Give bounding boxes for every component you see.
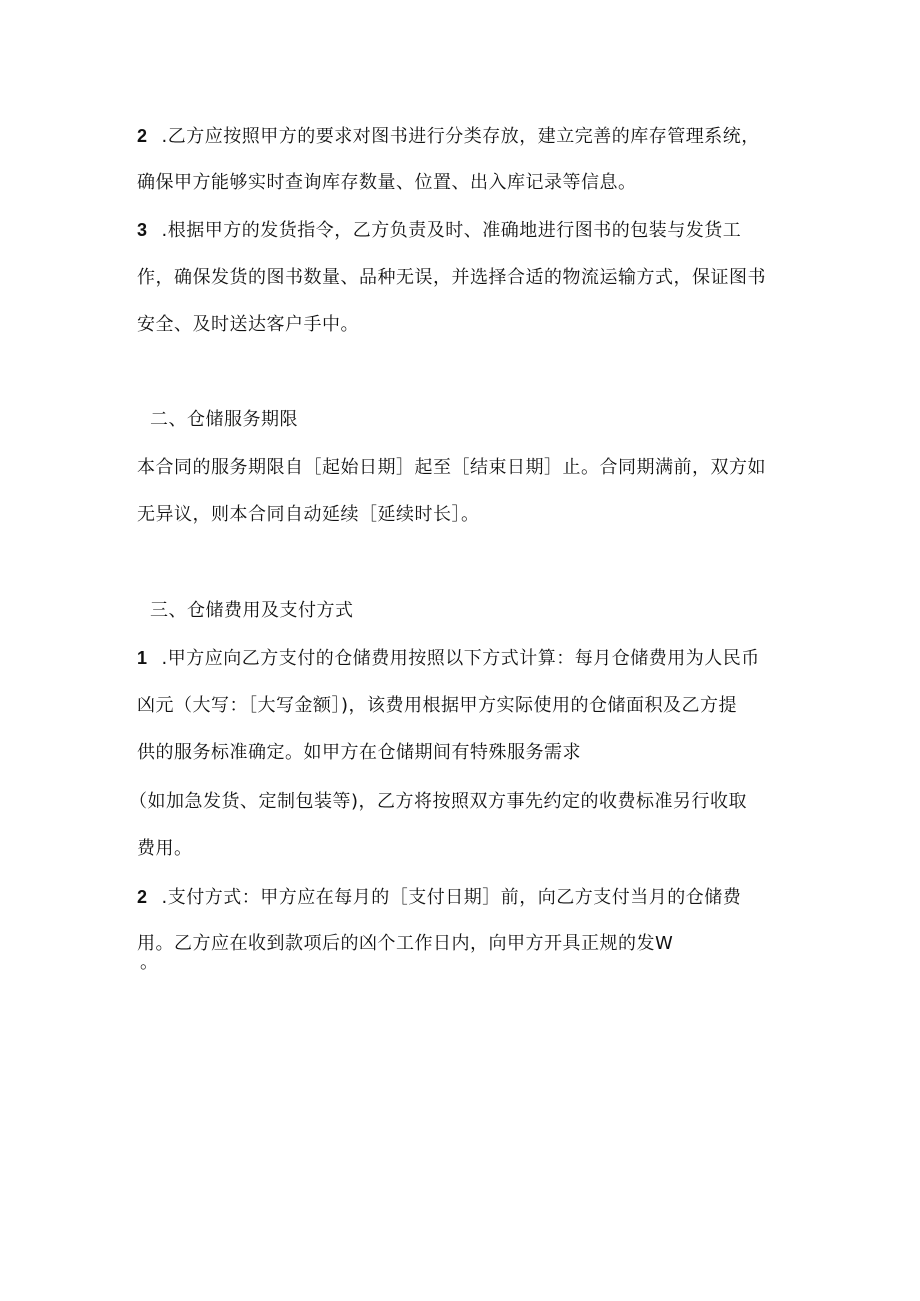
section2-line-2 — [137, 503, 480, 527]
s3-item1-text-5: 费用。 — [137, 838, 193, 859]
item3-number: 3 — [137, 220, 148, 240]
s3-item2-number: 2 — [137, 887, 148, 907]
item2-line-2 — [137, 171, 637, 195]
item3-text-2: 作，确保发货的图书数量、品种无误，并选择合适的物流运输方式，保证图书 — [137, 267, 766, 288]
s3-item1-line-2 — [137, 694, 737, 718]
s3-item1-text-2: 凶元（大写：［大写金额］)，该费用根据甲方实际使用的仓储面积及乙方提 — [137, 695, 738, 716]
s3-item1-text-4: （如加急发货、定制包装等)，乙方将按照双方事先约定的收费标准另行收取 — [129, 791, 748, 812]
section2-text-1: 本合同的服务期限自［起始日期］起至［结束日期］止。合同期满前，双方如 — [137, 457, 766, 478]
s3-item1-line-3 — [137, 741, 581, 765]
item2-text-2: 确保甲方能够实时查询库存数量、位置、出入库记录等信息。 — [137, 172, 637, 193]
s3-item1-line-5 — [137, 837, 193, 861]
section2-line-1 — [137, 456, 766, 480]
s3-item1-line-4 — [129, 790, 747, 814]
section2-heading-text: 二、仓储服务期限 — [150, 409, 298, 430]
item3-line-3 — [137, 313, 359, 337]
s3-item1-text-1: .甲方应向乙方支付的仓储费用按照以下方式计算：每月仓储费用为人民币 — [161, 648, 760, 669]
item2-text-1: .乙方应按照甲方的要求对图书进行分类存放，建立完善的库存管理系统， — [161, 126, 760, 147]
item3-text-3: 安全、及时送达客户手中。 — [137, 314, 359, 335]
s3-item2-text-2: 用。乙方应在收到款项后的凶个工作日内，向甲方开具正规的发W — [137, 933, 674, 954]
s3-item2-text-1: .支付方式：甲方应在每月的［支付日期］前，向乙方支付当月的仓储费 — [161, 887, 742, 908]
s3-item2-line-3 — [140, 951, 159, 975]
item3-line-2 — [137, 266, 766, 290]
item2-line-1 — [137, 124, 760, 149]
item2-number: 2 — [137, 126, 148, 146]
s3-item1-line-1 — [137, 646, 760, 671]
section2-text-2: 无异议，则本合同自动延续［延续时长］。 — [137, 504, 480, 525]
s3-item2-line-2 — [137, 932, 673, 956]
item3-text-1: .根据甲方的发货指令，乙方负责及时、准确地进行图书的包装与发货工 — [161, 220, 742, 241]
s3-item2-line-1 — [137, 885, 741, 910]
section3-heading-text: 三、仓储费用及支付方式 — [150, 600, 354, 621]
section3-heading — [150, 599, 354, 623]
section2-heading — [150, 408, 298, 432]
s3-item2-text-3: 。 — [140, 952, 159, 973]
s3-item1-number: 1 — [137, 648, 148, 668]
s3-item1-text-3: 供的服务标准确定。如甲方在仓储期间有特殊服务需求 — [137, 742, 581, 763]
item3-line-1 — [137, 218, 741, 243]
